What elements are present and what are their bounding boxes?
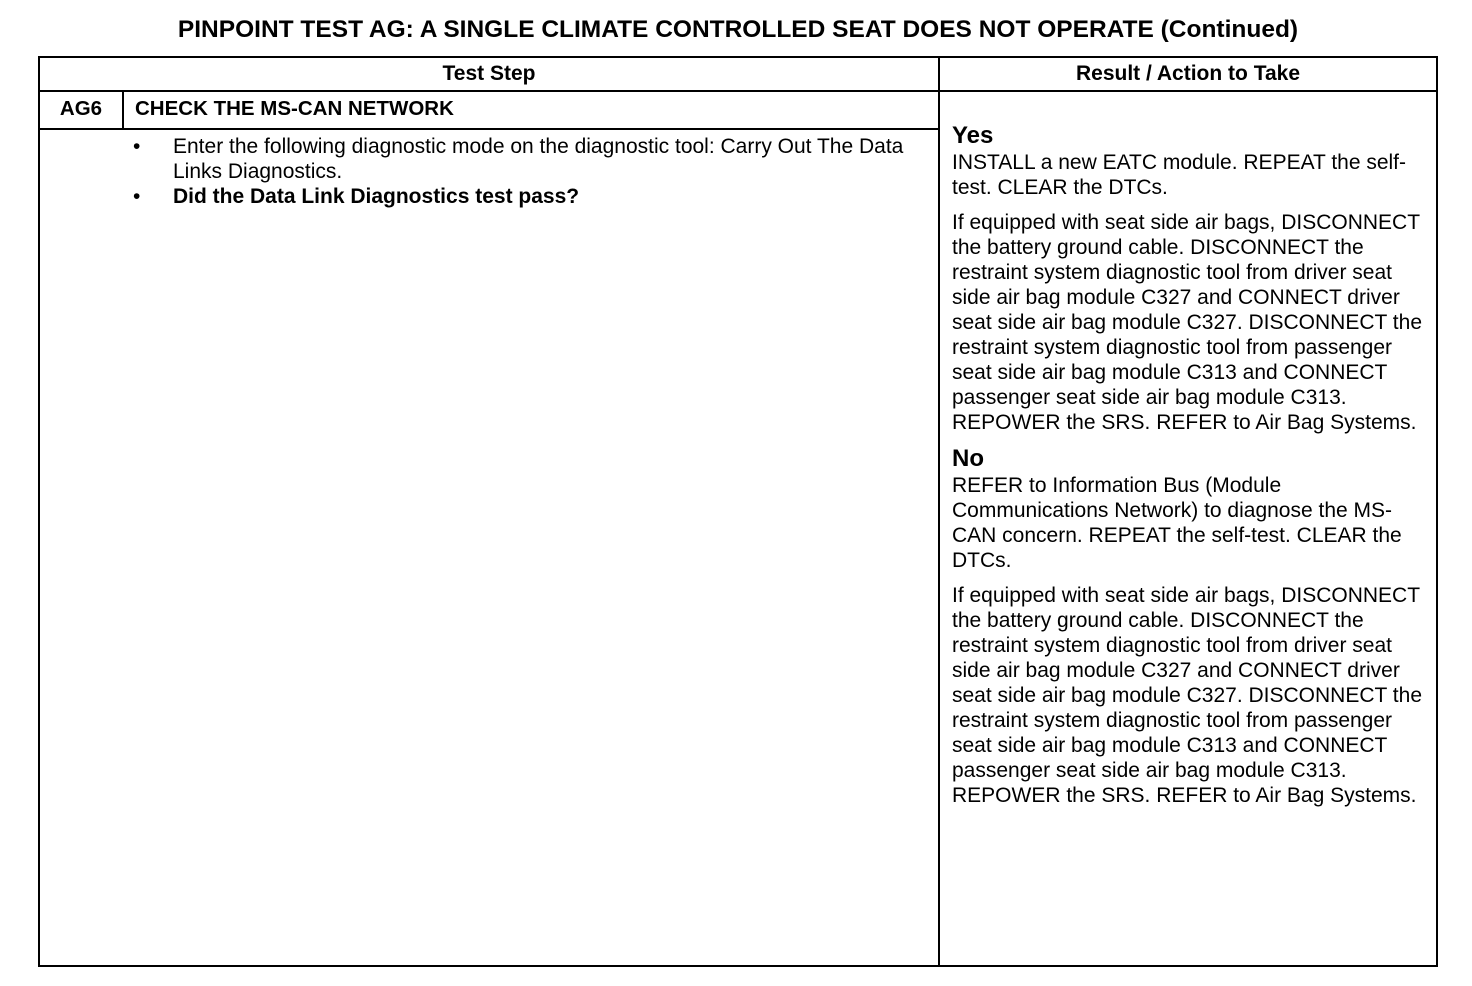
yes-heading: Yes	[952, 122, 994, 149]
instruction-text: Enter the following diagnostic mode on the diagnostic tool: Carry Out The Data Links Diagnostics.	[173, 135, 904, 183]
step-row	[40, 92, 938, 130]
pinpoint-test-table	[38, 56, 1438, 967]
yes-action-text: INSTALL a new EATC module. REPEAT the self-test. CLEAR the DTCs.	[952, 151, 1407, 199]
step-instructions	[133, 134, 923, 209]
bullet-icon: •	[133, 185, 141, 208]
list-item	[133, 184, 923, 209]
header-test-step: Test Step	[40, 58, 938, 92]
column-divider	[938, 58, 940, 965]
step-title: CHECK THE MS-CAN NETWORK	[135, 97, 454, 120]
step-id: AG6	[40, 92, 124, 128]
list-item	[133, 134, 923, 184]
page-title: PINPOINT TEST AG: A SINGLE CLIMATE CONTROLLED SEAT DOES NOT OPERATE (Continued)	[177, 16, 1299, 43]
yes-airbag-text: If equipped with seat side air bags, DISCONNECT the battery ground cable. DISCONNECT the restraint system diagnostic tool from driver seat side air bag module C327 and CONNECT driver seat side air bag module C327. DISCONNECT the restraint system diagnostic tool from passenger seat side air bag module C313 and CONNECT passenger seat side air bag module C313. REPOWER the SRS. REFER to Air Bag Systems.	[952, 211, 1422, 434]
question-text: Did the Data Link Diagnostics test pass?	[173, 185, 580, 208]
header-result: Result / Action to Take	[940, 58, 1436, 92]
no-airbag-text: If equipped with seat side air bags, DISCONNECT the battery ground cable. DISCONNECT the restraint system diagnostic tool from driver seat side air bag module C327 and CONNECT driver seat side air bag module C327. DISCONNECT the restraint system diagnostic tool from passenger seat side air bag module C313 and CONNECT passenger seat side air bag module C313. REPOWER the SRS. REFER to Air Bag Systems.	[952, 584, 1422, 807]
no-heading: No	[952, 445, 984, 472]
no-action-text: REFER to Information Bus (Module Communications Network) to diagnose the MS-CAN concern. REPEAT the self-test. CLEAR the DTCs.	[952, 474, 1402, 572]
result-column	[952, 122, 1436, 808]
bullet-icon: •	[133, 135, 141, 158]
